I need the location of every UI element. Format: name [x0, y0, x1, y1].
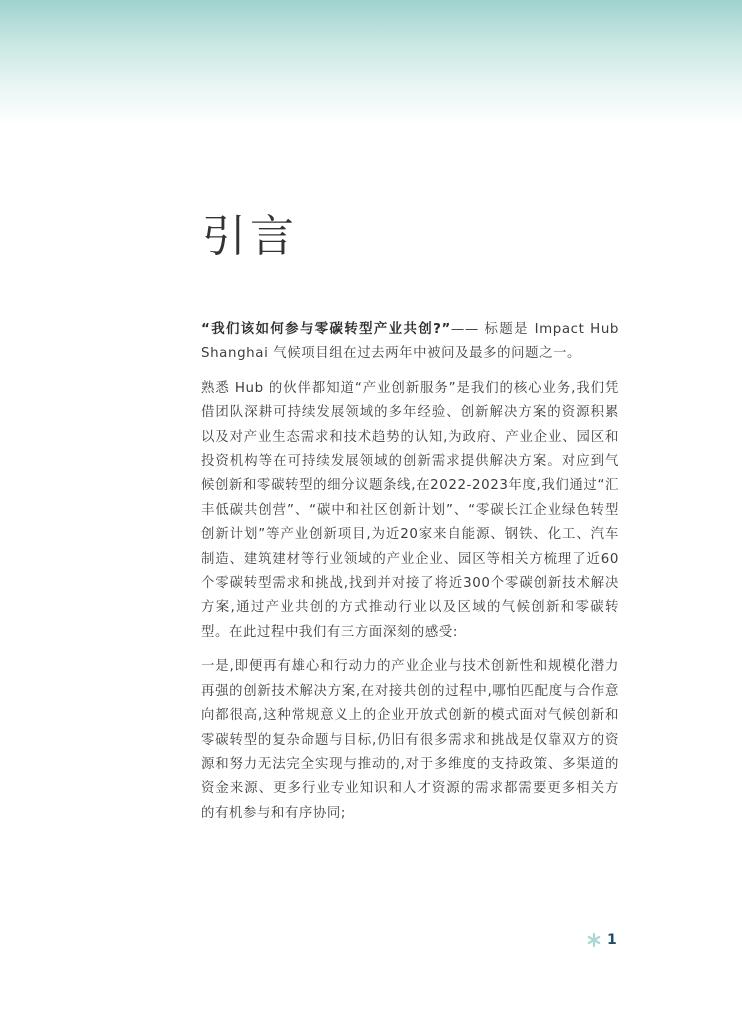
paragraph-point-one: 一是,即便再有雄心和行动力的产业企业与技术创新性和规模化潜力再强的创新技术解决方案,在对接共创的过程中,哪怕匹配度与合作意向都很高,这种常规意义上的企业开放式创新的模式面对气候创新和零碳转型的复杂命题与目标,仍旧有很多需求和挑战是仅靠双方的资源和努力无法完全实现与推动的,对于多维度的支持政策、多渠道的资金来源、更多行业专业知识和人才资源的需求都需要更多相关方的有机参与和有序协同;	[201, 659, 619, 821]
paragraph-intro	[201, 318, 619, 367]
snowflake-icon	[587, 933, 601, 947]
intro-text: —— 标题是 Impact Hub Shanghai 气候项目组在过去两年中被问及最多的问题之一。	[201, 322, 619, 362]
header-gradient-band	[0, 0, 742, 125]
intro-question: “我们该如何参与零碳转型产业共创?”	[201, 322, 451, 337]
page-number-marker	[587, 932, 617, 948]
page-number: 1	[607, 932, 617, 948]
body-text	[201, 318, 619, 836]
page-title: 引言	[202, 211, 298, 262]
paragraph-context: 熟悉 Hub 的伙伴都知道“产业创新服务”是我们的核心业务,我们凭借团队深耕可持续发展领域的多年经验、创新解决方案的资源积累以及对产业生态需求和技术趋势的认知,为政府、产业企业、园区和投资机构等在可持续发展领域的创新需求提供解决方案。对应到气候创新和零碳转型的细分议题条线,在2022-2023年度,我们通过“汇丰低碳共创营”、“碳中和社区创新计划”、“零碳长江企业绿色转型创新计划”等产业创新项目,为近20家来自能源、钢铁、化工、汽车制造、建筑建材等行业领域的产业企业、园区等相关方梳理了近60个零碳转型需求和挑战,找到并对接了将近300个零碳创新技术解决方案,通过产业共创的方式推动行业以及区域的气候创新和零碳转型。在此过程中我们有三方面深刻的感受:	[201, 380, 619, 640]
